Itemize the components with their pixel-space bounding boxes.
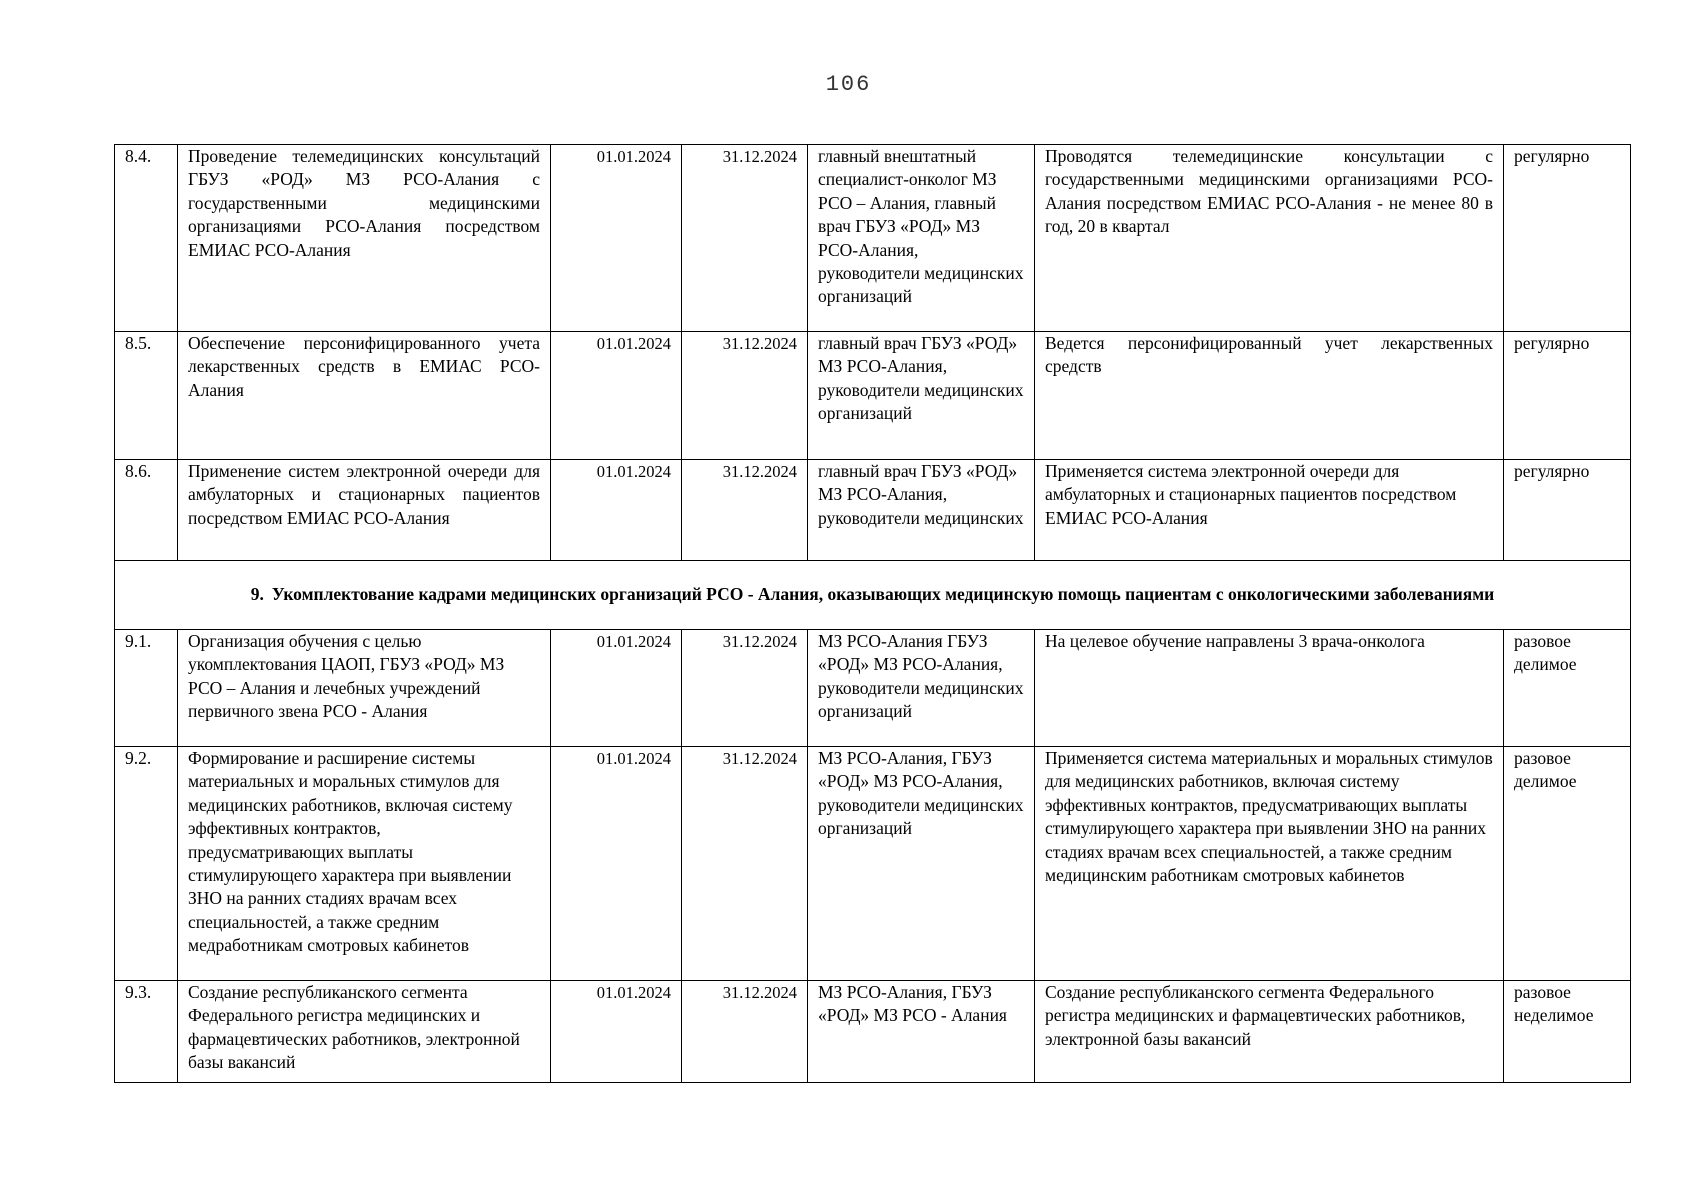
result-cell: Проводятся телемедицинские консультации с государственными медицинскими организациями РСО-Алания посредством ЕМИАС РСО-Алания - не менее 80 в год, 20 в квартал <box>1035 145 1504 332</box>
table-row <box>115 630 1631 747</box>
start-date-cell: 01.01.2024 <box>551 981 682 1083</box>
row-number: 9.1. <box>115 630 178 747</box>
row-number: 9.3. <box>115 981 178 1083</box>
table-row <box>115 460 1631 561</box>
action-plan-table <box>114 144 1631 1083</box>
section-number: 9. <box>250 584 264 605</box>
section-title-cell <box>115 561 1631 630</box>
section-title: Укомплектование кадрами медицинских организаций РСО - Алания, оказывающих медицинскую помощь пациентам с онкологическими заболеваниями <box>271 584 1495 605</box>
end-date-cell: 31.12.2024 <box>682 747 808 981</box>
result-cell: Применяется система материальных и моральных стимулов для медицинских работников, включая систему эффективных контрактов, предусматривающих выплаты стимулирующего характера при выявлении ЗНО на ранних стадиях врачам всех специальностей, а также средним медицинским работникам смотровых кабинетов <box>1035 747 1504 981</box>
table-row <box>115 747 1631 981</box>
type-cell: регулярно <box>1504 145 1631 332</box>
table-row <box>115 145 1631 332</box>
activity-cell: Применение систем электронной очереди для амбулаторных и стационарных пациентов посредством ЕМИАС РСО-Алания <box>178 460 551 561</box>
result-cell: Ведется персонифицированный учет лекарственных средств <box>1035 332 1504 460</box>
page-number: 106 <box>825 72 872 97</box>
table-row <box>115 332 1631 460</box>
type-cell: регулярно <box>1504 332 1631 460</box>
start-date-cell: 01.01.2024 <box>551 145 682 332</box>
type-cell: разовое неделимое <box>1504 981 1631 1083</box>
type-cell: разовое делимое <box>1504 630 1631 747</box>
result-cell: На целевое обучение направлены 3 врача-онколога <box>1035 630 1504 747</box>
end-date-cell: 31.12.2024 <box>682 981 808 1083</box>
table-row <box>115 981 1631 1083</box>
row-number: 8.4. <box>115 145 178 332</box>
responsible-cell: главный врач ГБУЗ «РОД» МЗ РСО-Алания, руководители медицинских организаций <box>808 332 1035 460</box>
activity-cell: Формирование и расширение системы материальных и моральных стимулов для медицинских работников, включая систему эффективных контрактов, предусматривающих выплаты стимулирующего характера при выявлении ЗНО на ранних стадиях врачам всех специальностей, а также средним медработникам смотровых кабинетов <box>178 747 551 981</box>
start-date-cell: 01.01.2024 <box>551 630 682 747</box>
start-date-cell: 01.01.2024 <box>551 460 682 561</box>
responsible-cell: главный внештатный специалист-онколог МЗ РСО – Алания, главный врач ГБУЗ «РОД» МЗ РСО-Алания, руководители медицинских организаций <box>808 145 1035 332</box>
end-date-cell: 31.12.2024 <box>682 145 808 332</box>
responsible-cell: главный врач ГБУЗ «РОД» МЗ РСО-Алания, руководители медицинских <box>808 460 1035 561</box>
row-number: 9.2. <box>115 747 178 981</box>
responsible-cell: МЗ РСО-Алания ГБУЗ «РОД» МЗ РСО-Алания, руководители медицинских организаций <box>808 630 1035 747</box>
result-cell: Применяется система электронной очереди для амбулаторных и стационарных пациентов посредством ЕМИАС РСО-Алания <box>1035 460 1504 561</box>
end-date-cell: 31.12.2024 <box>682 332 808 460</box>
activity-cell: Проведение телемедицинских консультаций ГБУЗ «РОД» МЗ РСО-Алания с государственными медицинскими организациями РСО-Алания посредством ЕМИАС РСО-Алания <box>178 145 551 332</box>
section-header-row <box>115 561 1631 630</box>
type-cell: разовое делимое <box>1504 747 1631 981</box>
responsible-cell: МЗ РСО-Алания, ГБУЗ «РОД» МЗ РСО - Алания <box>808 981 1035 1083</box>
activity-cell: Организация обучения с целью укомплектования ЦАОП, ГБУЗ «РОД» МЗ РСО – Алания и лечебных учреждений первичного звена РСО - Алания <box>178 630 551 747</box>
row-number: 8.6. <box>115 460 178 561</box>
responsible-cell: МЗ РСО-Алания, ГБУЗ «РОД» МЗ РСО-Алания, руководители медицинских организаций <box>808 747 1035 981</box>
type-cell: регулярно <box>1504 460 1631 561</box>
end-date-cell: 31.12.2024 <box>682 630 808 747</box>
activity-cell: Создание республиканского сегмента Федерального регистра медицинских и фармацевтических работников, электронной базы вакансий <box>178 981 551 1083</box>
end-date-cell: 31.12.2024 <box>682 460 808 561</box>
start-date-cell: 01.01.2024 <box>551 747 682 981</box>
start-date-cell: 01.01.2024 <box>551 332 682 460</box>
activity-cell: Обеспечение персонифицированного учета лекарственных средств в ЕМИАС РСО-Алания <box>178 332 551 460</box>
row-number: 8.5. <box>115 332 178 460</box>
result-cell: Создание республиканского сегмента Федерального регистра медицинских и фармацевтических работников, электронной базы вакансий <box>1035 981 1504 1083</box>
